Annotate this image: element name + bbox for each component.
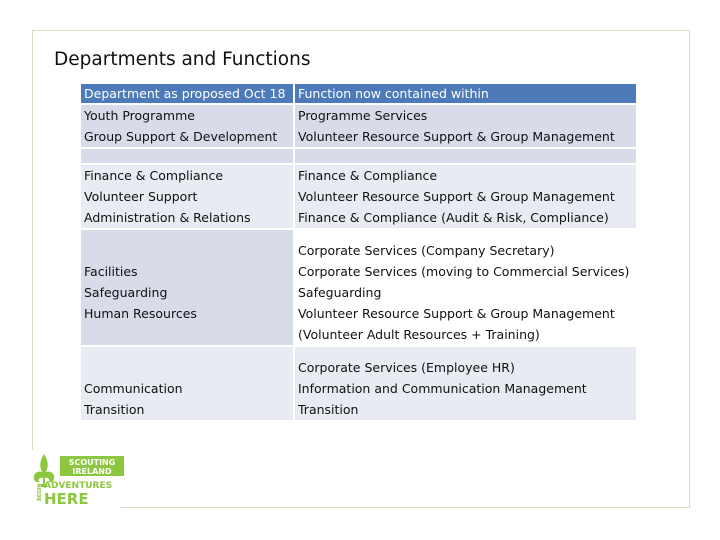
cell-line: Finance & Compliance [298,168,438,183]
department-cell [80,346,294,421]
function-cell [294,229,637,346]
cell-line: Safeguarding [84,285,168,300]
cell-line: Administration & Relations [84,210,251,225]
cell-line: Communication [84,381,183,396]
header-function: Function now contained within [294,83,637,104]
table-row [80,229,637,346]
header-department: Department as proposed Oct 18 [80,83,294,104]
cell-line: Information and Communication Management [298,381,587,396]
slide-frame-top [32,30,690,31]
cell-line: Facilities [84,264,138,279]
slide-frame-left [32,30,33,450]
table-row [80,148,637,164]
cell-line [84,324,290,345]
department-cell [80,229,294,346]
table-row [80,164,637,229]
function-cell [294,104,637,148]
logo-text-ireland: IRELAND [72,467,112,476]
logo-text-scouting: SCOUTING [68,458,116,467]
logo-text-adventures: ADVENTURES [44,481,113,491]
slide-frame-right [689,30,690,508]
spacer-cell [80,148,294,164]
page-title: Departments and Functions [54,49,311,70]
function-cell [294,164,637,229]
slide-frame-bottom [120,507,690,508]
departments-table [79,82,638,422]
function-cell [294,346,637,421]
cell-line: Volunteer Resource Support & Group Management [298,306,615,321]
cell-line [84,240,290,261]
cell-line: Corporate Services (Employee HR) [298,360,515,375]
cell-line: Finance & Compliance (Audit & Risk, Compliance) [298,210,609,225]
cell-line: Finance & Compliance [84,168,224,183]
cell-line: Transition [298,402,359,417]
cell-line [84,357,290,378]
cell-line: Human Resources [84,306,197,321]
cell-line: Corporate Services (Company Secretary) [298,243,555,258]
department-cell [80,104,294,148]
table-header-row [80,83,637,104]
cell-line: Volunteer Resource Support & Group Management [298,129,615,144]
cell-line: Youth Programme [84,108,195,123]
cell-line: Programme Services [298,108,428,123]
cell-line: Group Support & Development [84,129,278,144]
cell-line: Volunteer Support [84,189,198,204]
department-cell [80,164,294,229]
logo-text-here: HERE [44,490,89,508]
cell-line: Volunteer Resource Support & Group Management [298,189,615,204]
cell-line: Safeguarding [298,285,382,300]
cell-line: Corporate Services (moving to Commercial Services) [298,264,630,279]
cell-line: Transition [84,402,145,417]
cell-line: (Volunteer Adult Resources + Training) [298,327,540,342]
logo-text-begin: BEGIN [37,483,43,501]
table-row [80,104,637,148]
scouting-ireland-logo [30,450,126,508]
spacer-cell [294,148,637,164]
table-row [80,346,637,421]
